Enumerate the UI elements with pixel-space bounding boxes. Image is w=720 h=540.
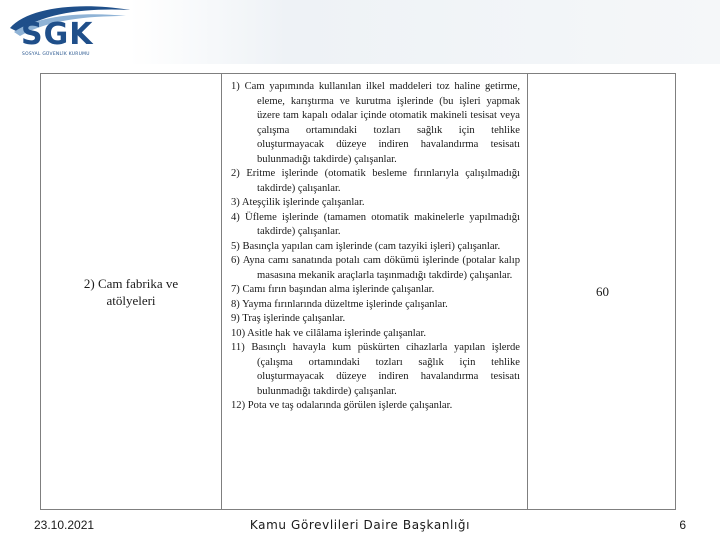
value-cell (530, 73, 675, 510)
logo-text: SGK (21, 17, 94, 52)
list-item: 1) Cam yapımında kullanılan ilkel maddeleri toz haline getirme, eleme, karıştırma ve kurutma işlerinde (bu işleri yapmak üzere tam kapalı odalar içinde otomatik makineli tesisat veya çalışma ortamındaki tozları sağlık için tehlike oluşturmayacak düzeye indiren havalandırma tesisatı bulunmadığı takdirde) çalışanlar. (231, 81, 520, 165)
list-item: 3) Ateşçilik işlerinde çalışanlar. (231, 197, 365, 208)
sgk-logo (4, 2, 154, 60)
list-item: 11) Basınçlı havayla kum püskürten cihazlarla yapılan işlerde (çalışma ortamındaki tozları sağlık için tehlike oluşturmayacak düzeye indiren havalandırma tesisatı bulunmadığı takdirde) çalışanlar. (231, 342, 520, 397)
value-text: 60 (596, 283, 609, 299)
list-item: 12) Pota ve taş odalarında görülen işlerde çalışanlar. (231, 400, 453, 411)
list-item: 7) Camı fırın başından alma işlerinde çalışanlar. (231, 284, 435, 295)
list-item: 10) Asitle hak ve cilâlama işlerinde çalışanlar. (231, 327, 427, 339)
category-cell (41, 73, 221, 510)
list-item: 9) Traş işlerinde çalışanlar. (231, 313, 346, 324)
footer-department: Kamu Görevlileri Daire Başkanlığı (249, 518, 471, 532)
column-divider-1 (221, 73, 222, 510)
page-number: 6 (679, 518, 686, 532)
footer-date: 23.10.2021 (34, 518, 95, 532)
list-item: 5) Basınçla yapılan cam işlerinde (cam tazyiki işleri) çalışanlar. (231, 240, 501, 252)
list-item: 6) Ayna camı sanatında potalı cam dökümü işlerinde (potalar kalıp masasına mekanik araçlarla taşınmadığı takdirde) çalışanlar. (231, 255, 520, 281)
list-item: 8) Yayma fırınlarında düzeltme işlerinde çalışanlar. (231, 298, 448, 310)
list-item: 2) Eritme işlerinde (otomatik besleme fırınlarıyla çalışılmadığı takdirde) çalışanlar. (231, 168, 520, 194)
column-divider-2 (527, 73, 528, 510)
list-item: 4) Üfleme işlerinde (tamamen otomatik makinelerle yapılmadığı takdirde) çalışanlar. (231, 211, 520, 237)
items-cell (224, 80, 520, 414)
category-text: 2) Cam fabrika ve atölyeleri (83, 275, 179, 308)
logo-subtitle: SOSYAL GÜVENLİK KURUMU (22, 52, 90, 57)
